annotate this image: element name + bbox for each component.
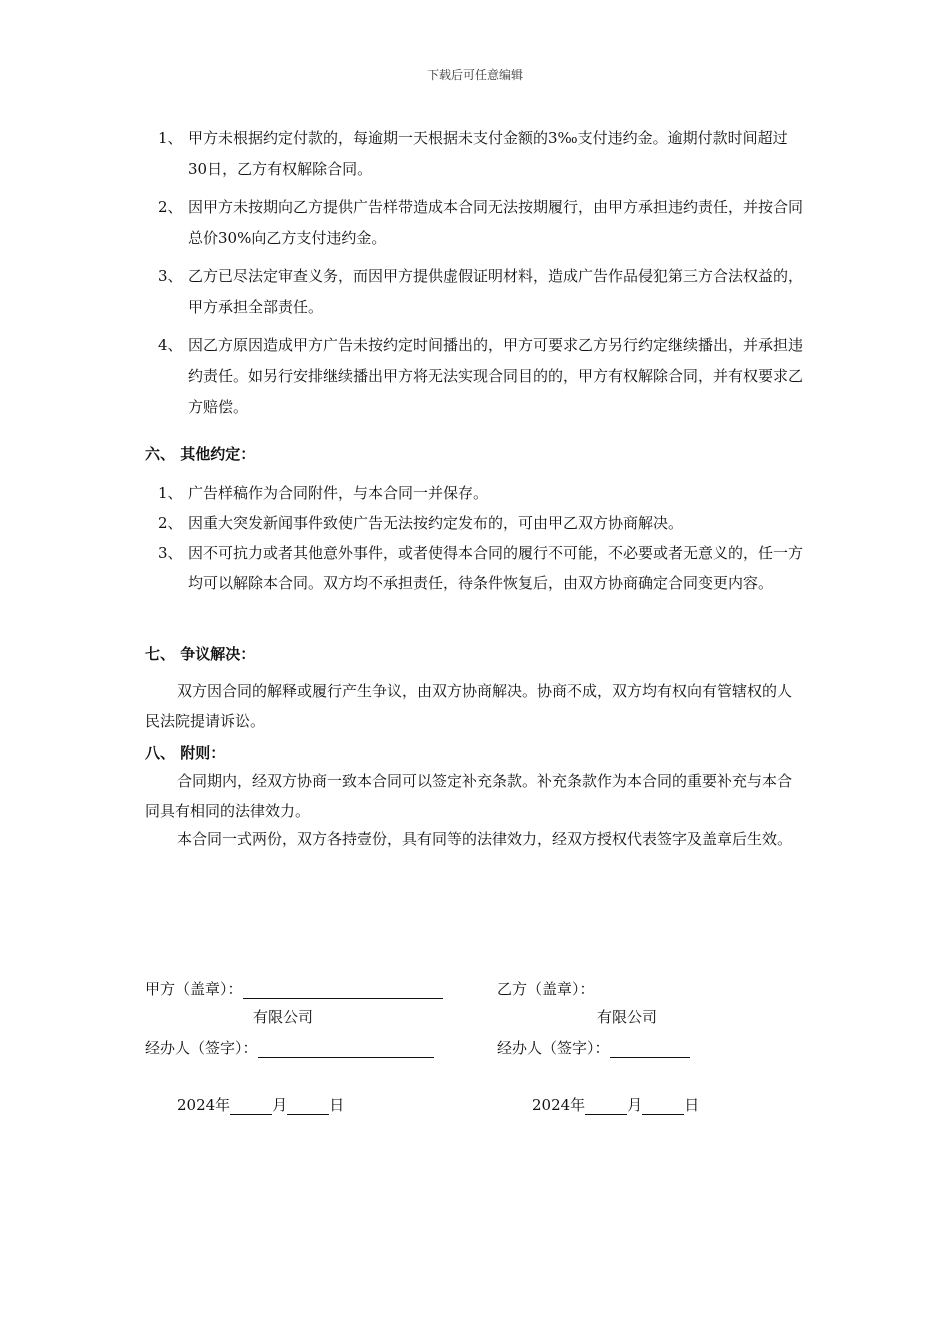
party-a-agent-line [258,1043,434,1058]
month-label: 月 [272,1096,288,1114]
party-a-agent-label: 经办人（签字）： [145,1039,258,1057]
day-label: 日 [329,1096,345,1114]
day-line [642,1100,684,1115]
list-item [145,478,805,508]
item-text: 乙方已尽法定审查义务，而因甲方提供虚假证明材料，造成广告作品侵犯第三方合法权益的，甲方承担全部责任。 [188,267,804,316]
section-heading: 七、 争议解决： [145,645,256,663]
party-a-seal-line [243,984,443,999]
party-b-date [532,1094,699,1115]
party-a-company: 有限公司 [253,1008,314,1026]
party-b-company: 有限公司 [597,1008,658,1026]
month-label: 月 [627,1096,643,1114]
list-item [145,330,805,423]
item-number: 2、 [158,198,183,216]
item-text: 甲方未根据约定付款的，每逾期一天根据未支付金额的3‰支付违约金。逾期付款时间超过30日，乙方有权解除合同。 [188,129,788,178]
list-item [145,192,805,254]
breach-clauses [145,123,805,423]
list-item [145,538,805,598]
year-label: 2024年 [177,1096,231,1114]
other-terms [145,478,805,598]
list-item [145,508,805,538]
party-a-date [177,1094,344,1115]
page-header: 下载后可任意编辑 [426,68,523,82]
item-text: 因甲方未按期向乙方提供广告样带造成本合同无法按期履行，由甲方承担违约责任，并按合同总价30%向乙方支付违约金。 [188,198,804,247]
year-label: 2024年 [532,1096,586,1114]
item-text: 因重大突发新闻事件致使广告无法按约定发布的，可由甲乙双方协商解决。 [188,514,684,532]
day-label: 日 [684,1096,700,1114]
party-b-agent-label: 经办人（签字）： [497,1039,610,1057]
list-item [145,261,805,323]
month-line [230,1100,272,1115]
item-number: 3、 [158,544,183,562]
item-text: 因不可抗力或者其他意外事件，或者使得本合同的履行不可能，不必要或者无意义的，任一方均可以解除本合同。双方均不承担责任，待条件恢复后，由双方协商确定合同变更内容。 [188,544,804,592]
item-number: 4、 [158,336,183,354]
party-b-agent-line [610,1043,690,1058]
section-heading: 八、 附则： [145,744,226,762]
party-a-label: 甲方（盖章）： [145,980,243,998]
appendix-paragraph: 合同期内，经双方协商一致本合同可以签定补充条款。补充条款作为本合同的重要补充与本合同具有相同的法律效力。 [145,772,793,820]
dispute-paragraph: 双方因合同的解释或履行产生争议，由双方协商解决。协商不成，双方均有权向有管辖权的人民法院提请诉讼。 [145,682,793,730]
day-line [287,1100,329,1115]
month-line [585,1100,627,1115]
appendix-paragraph: 本合同一式两份，双方各持壹份，具有同等的法律效力，经双方授权代表签字及盖章后生效。 [177,830,793,848]
item-text: 因乙方原因造成甲方广告未按约定时间播出的，甲方可要求乙方另行约定继续播出，并承担违约责任。如另行安排继续播出甲方将无法实现合同目的的，甲方有权解除合同，并有权要求乙方赔偿。 [188,336,804,416]
party-b-seal: 乙方（盖章）： [497,980,595,998]
party-b-agent [497,1037,690,1058]
item-text: 广告样稿作为合同附件，与本合同一并保存。 [188,484,489,502]
item-number: 3、 [158,267,183,285]
item-number: 1、 [158,129,183,147]
item-number: 1、 [158,484,183,502]
item-number: 2、 [158,514,183,532]
party-a-seal [145,978,443,999]
party-a-agent [145,1037,434,1058]
section-heading: 六、 其他约定： [145,445,256,463]
list-item [145,123,805,185]
